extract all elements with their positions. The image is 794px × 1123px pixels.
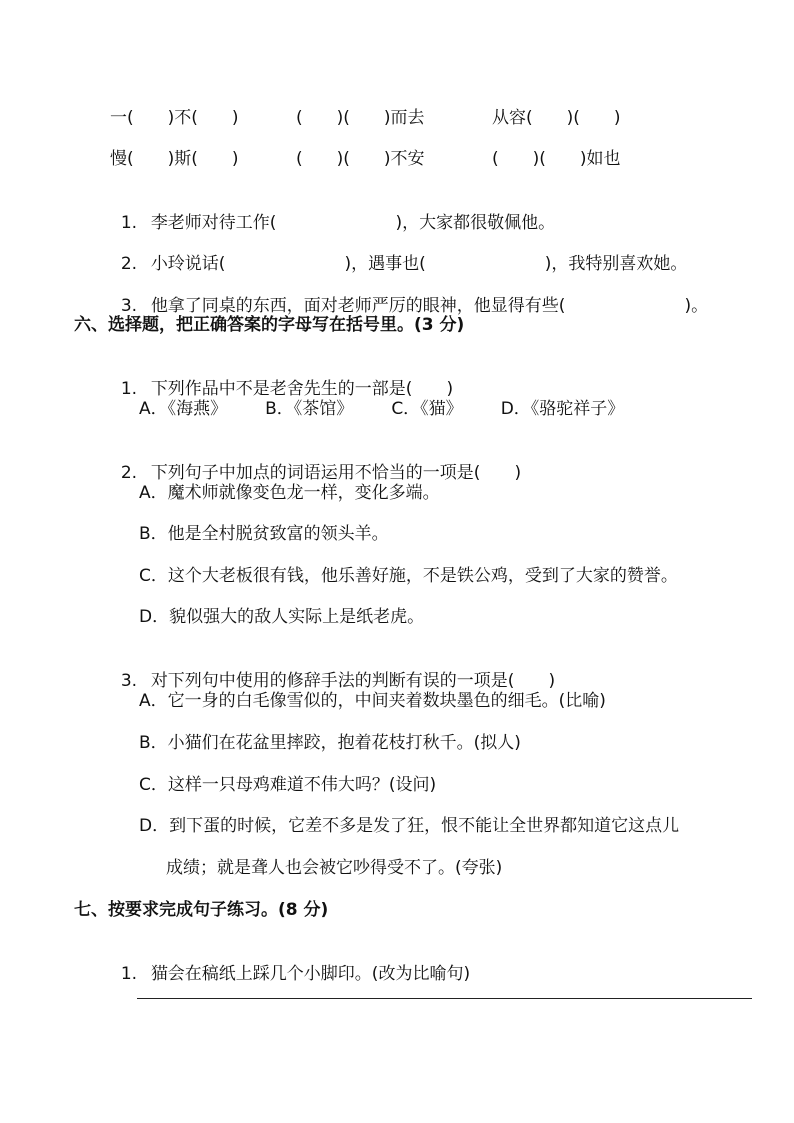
s6-q3-option-a: A．它一身的白毛像雪似的，中间夹着数块墨色的细毛。(比喻) (139, 691, 606, 711)
idiom-1-3: 从容( )( ) (492, 108, 621, 128)
s6-q1-options (139, 398, 662, 420)
question-text: 小玲说话( )，遇事也( )，我特别喜欢她。 (150, 254, 688, 274)
answer-line[interactable] (137, 998, 752, 999)
question-text: 对下列句中使用的修辞手法的判断有误的一项是( ) (150, 671, 556, 691)
s6-q2-option-a: A．魔术师就像变色龙一样，变化多端。 (139, 483, 440, 503)
question-number: 1. (120, 379, 138, 399)
s6-q3-option-d: D．到下蛋的时候，它差不多是发了狂，恨不能让全世界都知道它这点儿 (139, 816, 680, 836)
question-number: 1. (120, 213, 138, 233)
fill-sentence-3 (110, 273, 708, 317)
option-a: A．《海燕》 (139, 399, 228, 419)
idiom-2-3: ( )( )如也 (492, 149, 621, 169)
option-b: B．《茶馆》 (265, 399, 354, 419)
fill-sentence-1 (110, 190, 555, 234)
question-text: 下列作品中不是老舍先生的一部是( ) (150, 379, 454, 399)
idiom-1-2: ( )( )而去 (296, 108, 425, 128)
s6-q3-option-c: C．这样一只母鸡难道不伟大吗？(设问) (139, 775, 437, 795)
s6-q2-option-c: C．这个大老板很有钱，他乐善好施，不是铁公鸡，受到了大家的赞誉。 (139, 566, 678, 586)
question-number: 2. (120, 463, 138, 483)
idiom-1-1: 一( )不( ) (110, 108, 239, 128)
section-6-title: 六、选择题，把正确答案的字母写在括号里。(3 分) (74, 315, 465, 335)
s6-question-1 (110, 356, 453, 400)
idiom-2-2: ( )( )不安 (296, 149, 425, 169)
question-text: 李老师对待工作( )，大家都很敬佩他。 (150, 213, 556, 233)
s6-q3-option-b: B．小猫们在花盆里摔跤，抱着花枝打秋千。(拟人) (139, 733, 521, 753)
question-text: 猫会在稿纸上踩几个小脚印。(改为比喻句) (150, 964, 471, 984)
option-d: D．《骆驼祥子》 (500, 399, 625, 419)
question-text: 他拿了同桌的东西，面对老师严厉的眼神，他显得有些( )。 (150, 296, 709, 316)
s6-question-2 (110, 440, 521, 484)
s6-question-3 (110, 648, 555, 692)
section-7-title: 七、按要求完成句子练习。(8 分) (74, 900, 329, 920)
s7-question-1 (110, 941, 470, 985)
s6-q2-option-b: B．他是全村脱贫致富的领头羊。 (139, 524, 389, 544)
question-number: 3. (120, 671, 138, 691)
s6-q3-option-d-continuation: 成绩；就是聋人也会被它吵得受不了。(夸张) (166, 858, 503, 878)
option-c: C．《猫》 (391, 399, 463, 419)
idiom-2-1: 慢( )斯( ) (110, 149, 239, 169)
question-text: 下列句子中加点的词语运用不恰当的一项是( ) (150, 463, 522, 483)
question-number: 2. (120, 254, 138, 274)
s6-q2-option-d: D．貌似强大的敌人实际上是纸老虎。 (139, 607, 425, 627)
fill-sentence-2 (110, 231, 687, 275)
question-number: 3. (120, 296, 138, 316)
question-number: 1. (120, 964, 138, 984)
